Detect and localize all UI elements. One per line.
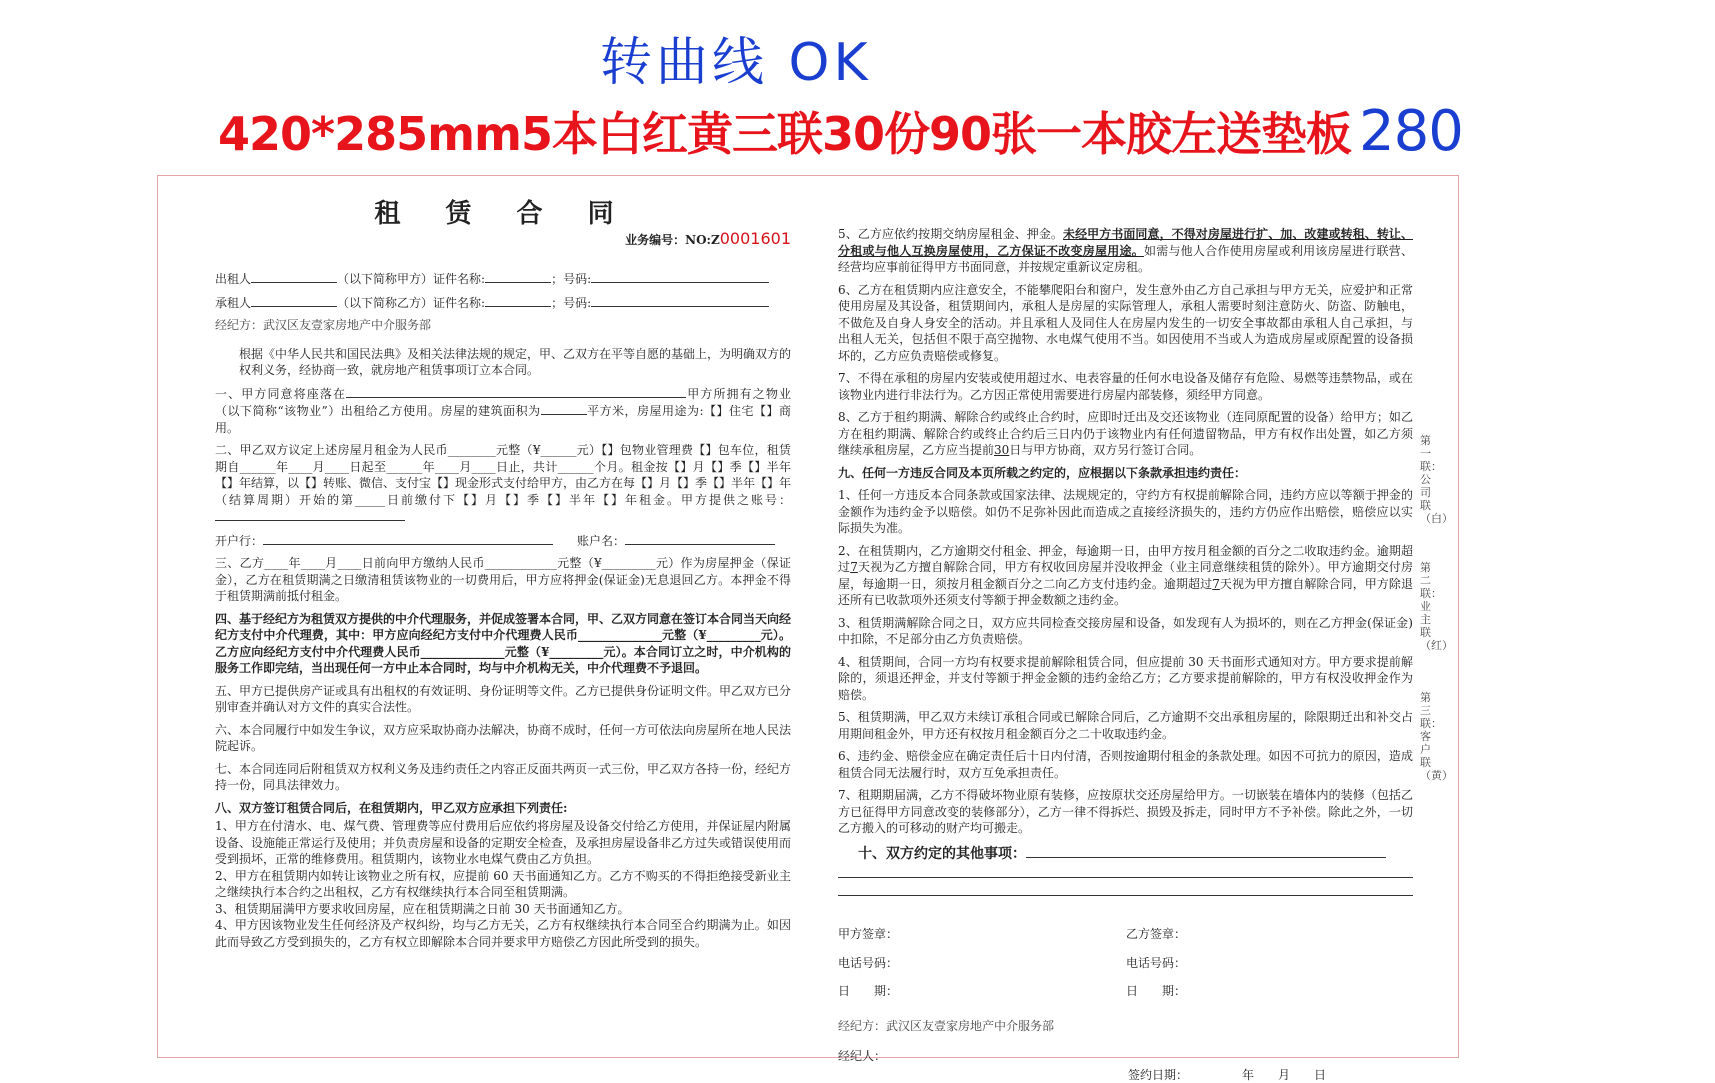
lessor-id-type: （以下简称甲方）证件名称: — [337, 272, 485, 286]
clause-9-2-days-2: 7 — [1212, 577, 1220, 591]
clause-4: 四、基于经纪方为租赁双方提供的中介代理服务，并促成签署本合同，甲、乙双方同意在签订本合同当天向经纪方支付中介代理费，其中：甲方应向经纪方支付中介代理费人民币______________元整（¥_________元）。乙方应向经纪方支付中介代理费人民币______________元整（¥_________元）。本合同订立之时，中介机构的服务工作即完结，当出现任何一方中止本合同时，均与中介机构无关，中介代理费不予退回。 — [215, 611, 791, 677]
clause-9-1: 1、任何一方违反本合同条款或国家法律、法规规定的，守约方有权提前解除合同，违约方应以等额于押金的金额作为违约金予以赔偿。如仍不足弥补因此而造成之直接经济损失的，违约方仍应作出赔偿，赔偿应以实际损失为准。 — [838, 487, 1413, 537]
clause-8-4: 4、甲方因该物业发生任何经济及产权纠纷，均与乙方无关，乙方有权继续执行本合同至合约期满为止。如因此而导致乙方受到损失的，乙方有权立即解除本合同并要求甲方赔偿乙方因此所受到的损失。 — [215, 917, 791, 950]
clause-9-4: 4、租赁期间，合同一方均有权要求提前解除租赁合同，但应提前 30 天书面形式通知对方。甲方要求提前解除的，须退还押金，并支付等额于押金金额的违约金给乙方；乙方要求提前解除的，甲方有权没收押金作为赔偿。 — [838, 654, 1413, 704]
account-name-label: 账户名： — [577, 534, 625, 548]
serial-value: 0001601 — [720, 229, 791, 248]
clause-8-8-a: 8、乙方于租约期满、解除合约或终止合约时，应即时迁出及交还该物业（连同原配置的设备）给甲方；如乙方在租约期满、解除合约或终止合约后三日内仍于该物业内有任何遗留物品，甲方有权作出处置，如乙方须继续承租房屋，乙方应当提前 — [838, 410, 1413, 457]
clause-9-title: 九、任何一方违反合同及本页所载之约定的，应根据以下条款承担违约责任： — [838, 465, 1413, 482]
lessee-id-label: 号码: — [563, 296, 591, 310]
copy-label-3: 第三联：客户联（黄） — [1420, 691, 1438, 782]
agent-line: 经纪方：武汉区友壹家房地产中介服务部 — [215, 317, 791, 334]
clause-2 — [215, 442, 791, 526]
left-column — [215, 206, 791, 950]
clause-9-2-c: 天视为乙方擅自解除合同，甲方有权收回房屋并没收押金（业主同意继续租赁的除外）。甲方逾期交付房屋，每逾期一日，须按月租金额百分之二向乙方支付违约金。逾期超过 — [838, 560, 1413, 591]
bank-label: 开户行： — [215, 534, 263, 548]
other-terms-blank-3 — [838, 894, 1413, 896]
clause-7: 七、本合同连同后附租赁双方权利义务及违约责任之内容正反面共两页一式三份，甲乙双方各持一份，经纪方持一份，同具法律效力。 — [215, 761, 791, 794]
price-label: 280 — [1359, 99, 1463, 164]
clause-9-7: 7、租期期届满，乙方不得破坏物业原有装修，应按原状交还房屋给甲方。一切嵌装在墙体内的装修（包括乙方已征得甲方同意改变的装修部分），乙方一律不得拆烂、损毁及拆走，同时甲方不予补偿。除此之外，一切乙方搬入的可移动的财产均可搬走。 — [838, 787, 1413, 837]
clause-8-3: 3、租赁期届满甲方要求收回房屋，应在租赁期满之日前 30 天书面通知乙方。 — [215, 901, 791, 918]
signing-date: 签约日期： 年 月 日 — [838, 1067, 1413, 1083]
lessor-id-blank — [485, 270, 551, 283]
lessee-blank — [251, 294, 337, 307]
lessee-id-type: （以下简称乙方）证件名称: — [337, 296, 485, 310]
serial-number — [215, 231, 791, 249]
account-blank — [215, 508, 405, 521]
clause-8-8-c: 日与甲方协商，双方另行签订合同。 — [1009, 443, 1201, 457]
broker-label: 经纪人： — [838, 1048, 1413, 1065]
right-column — [838, 226, 1413, 1083]
lessee-id-number-blank — [591, 294, 769, 307]
party-b-phone: 电话号码： — [1126, 955, 1186, 972]
contract-sheet — [157, 175, 1459, 1058]
area-blank — [541, 402, 587, 415]
account-name-blank — [625, 532, 775, 545]
bank-blank — [263, 532, 553, 545]
clause-5: 五、甲方已提供房产证或具有出租权的有效证明、身份证明等文件。乙方已提供身份证明文件。甲乙双方已分别审查并确认对方文件的真实合法性。 — [215, 683, 791, 716]
clause-10-label: 十、双方约定的其他事项： — [838, 846, 1026, 862]
clause-9-3: 3、租赁期满解除合同之日，双方应共同检查交接房屋和设备，如发现有人为损坏的，则在乙方押金(保证金)中扣除，不足部分由乙方负责赔偿。 — [838, 615, 1413, 648]
clause-9-2-days-1: 7 — [850, 560, 858, 574]
clause-8-title: 八、双方签订租赁合同后，在租赁期内，甲乙双方应承担下列责任: — [215, 800, 791, 817]
clause-9-2 — [838, 543, 1413, 609]
lessee-label: 承租人 — [215, 296, 251, 310]
clause-8-5-c: 如需与他人合作使用房屋或利用该房屋进行联营、经营均应事前征得甲方书面同意，并按规定重新议定房租。 — [838, 244, 1413, 275]
clause-9-2-e: 天视为甲方擅自解除合同，甲方除退还所有已收款项外还须支付等额于押金数额之违约金。 — [838, 577, 1413, 608]
clause-1-b: 甲方所拥有之物业（以下简称“该物业”）出租给乙方使用。房屋的建筑面积为 — [215, 387, 791, 419]
address-blank — [346, 385, 686, 398]
clause-8-7: 7、不得在承租的房屋内安装或使用超过水、电表容量的任何水电设备及储存有危险、易燃等违禁物品，或在该物业内进行非法行为。乙方因正常使用需要进行房屋内部装修，须经甲方同意。 — [838, 370, 1413, 403]
other-terms-blank-1 — [1026, 845, 1386, 858]
clause-9-5: 5、租赁期满，甲乙双方未续订承租合同或已解除合同后，乙方逾期不交出承租房屋的，除限期迁出和补交占用期间租金外，甲方还有权按月租金额百分之二十收取违约金。 — [838, 709, 1413, 742]
copy-label-2: 第二联：业主联（红） — [1420, 561, 1438, 652]
clause-3: 三、乙方____年____月____日前向甲方缴纳人民币____________元整（¥_________元）作为房屋押金（保证金），乙方在租赁期满之日缴清租赁该物业的一切费用后，甲方应将押金(保证金)无息退回乙方。本押金不得于租赁期满前抵付租金。 — [215, 555, 791, 605]
other-terms-blank-2 — [838, 876, 1413, 878]
clause-2-text: 二、甲乙双方议定上述房屋月租金为人民币________元整（¥______元）【】包物业管理费【】包车位，租赁期自______年____月____日起至______年____月____日止，共计______个月。租金按【】月【】季【】半年【】年结算，以【】转账、微信、支付宝【】现金形式支付给甲方，由乙方在每【】月【】季【】半年【】年（结算周期）开始的第_____日前缴付下【】月【】季【】半年【】年租金。甲方提供之账号： — [215, 443, 791, 507]
lessor-id-number-blank — [591, 270, 769, 283]
header-annotation-1: 转曲线 OK — [600, 20, 872, 95]
clause-1-a: 一、甲方同意将座落在 — [215, 387, 346, 401]
print-spec: 420*285mm5本白红黄三联30份90张一本胶左送垫板 — [218, 107, 1351, 161]
serial-label: 业务编号：NO:Z — [625, 233, 720, 247]
lessee-line: 承租人 （以下简称乙方）证件名称: ；号码: — [215, 294, 791, 312]
clause-8-5 — [838, 226, 1413, 276]
header-annotation-2 — [218, 98, 1463, 164]
bank-line — [215, 532, 791, 550]
clause-8-1: 1、甲方在付清水、电、煤气费、管理费等应付费用后应依约将房屋及设备交付给乙方使用，并保证屋内附属设备、设施能正常运行及使用；并负责房屋和设备的定期安全检查，及承担房屋设备非乙方过失或错误使用而受到损坏，正常的维修费用。租赁期内，该物业水电煤气费由乙方负担。 — [215, 818, 791, 868]
party-a-date: 日 期： — [838, 983, 1126, 1000]
clause-8-5-b: 未经甲方书面同意，不得对房屋进行扩、加、改建或转租、转让、分租或与他人互换房屋使用，乙方保证不改变房屋用途。 — [838, 227, 1413, 258]
clause-9-2-a: 2、在租赁期内，乙方逾期交付租金、押金，每逾期一日，由甲方按月租金额的百分之二收取违约金。逾期超过 — [838, 544, 1413, 575]
clause-8-8-days: 30 — [994, 443, 1009, 457]
clause-10 — [838, 845, 1413, 863]
clause-8-8 — [838, 409, 1413, 459]
clause-8-6: 6、乙方在租赁期内应注意安全，不能攀爬阳台和窗户，发生意外由乙方自己承担与甲方无关，应爱护和正常使用房屋及其设备，租赁期间内，承租人是房屋的实际管理人，承租人需要时刻注意防火、防盗、防触电，不做危及自身人身安全的活动。并且承租人及同住人在房屋内发生的一切安全事故都由承租人自己承担，与出租人无关，包括但不限于高空抛物、水电煤气使用不当。如因使用不当或人为造成房屋或原配置的设备损坏的，乙方应负责赔偿或修复。 — [838, 282, 1413, 365]
lessor-id-label: 号码: — [563, 272, 591, 286]
clause-8-2: 2、甲方在租赁期内如转让该物业之所有权，应提前 60 天书面通知乙方。乙方不购买的不得拒绝接受新业主之继续执行本合约之出租权，乙方有权继续执行本合同至租赁期满。 — [215, 868, 791, 901]
lessor-blank — [251, 270, 337, 283]
clause-1 — [215, 385, 791, 437]
clause-8-5-a: 5、乙方应依约按期交纳房屋租金、押金。 — [838, 227, 1063, 241]
party-b-seal: 乙方签章： — [1126, 926, 1186, 943]
clause-9-6: 6、违约金、赔偿金应在确定责任后十日内付清，否则按逾期付租金的条款处理。如因不可抗力的原因，造成租赁合同无法履行时，双方互免承担责任。 — [838, 748, 1413, 781]
clause-1-c: 平方米，房屋用途为:【】住宅【】商用。 — [215, 404, 791, 435]
party-a-phone: 电话号码： — [838, 955, 1126, 972]
party-a-seal: 甲方签章： — [838, 926, 1126, 943]
lessor-line: 出租人 （以下简称甲方）证件名称: ；号码: — [215, 270, 791, 288]
lessee-id-blank — [485, 294, 551, 307]
lessor-label: 出租人 — [215, 272, 251, 286]
agent-signature: 经纪方：武汉区友壹家房地产中介服务部 — [838, 1018, 1413, 1035]
clause-6: 六、本合同履行中如发生争议，双方应采取协商办法解决，协商不成时，任何一方可依法向房屋所在地人民法院起诉。 — [215, 722, 791, 755]
copy-label-1: 第一联：公司联（白） — [1420, 434, 1438, 525]
signature-block — [838, 926, 1413, 1083]
contract-title: 租 赁 合 同 — [215, 206, 791, 223]
party-b-date: 日 期： — [1126, 983, 1186, 1000]
preamble: 根据《中华人民共和国民法典》及相关法律法规的规定，甲、乙双方在平等自愿的基础上，为明确双方的权利义务，经协商一致，就房地产租赁事项订立本合同。 — [215, 346, 791, 379]
